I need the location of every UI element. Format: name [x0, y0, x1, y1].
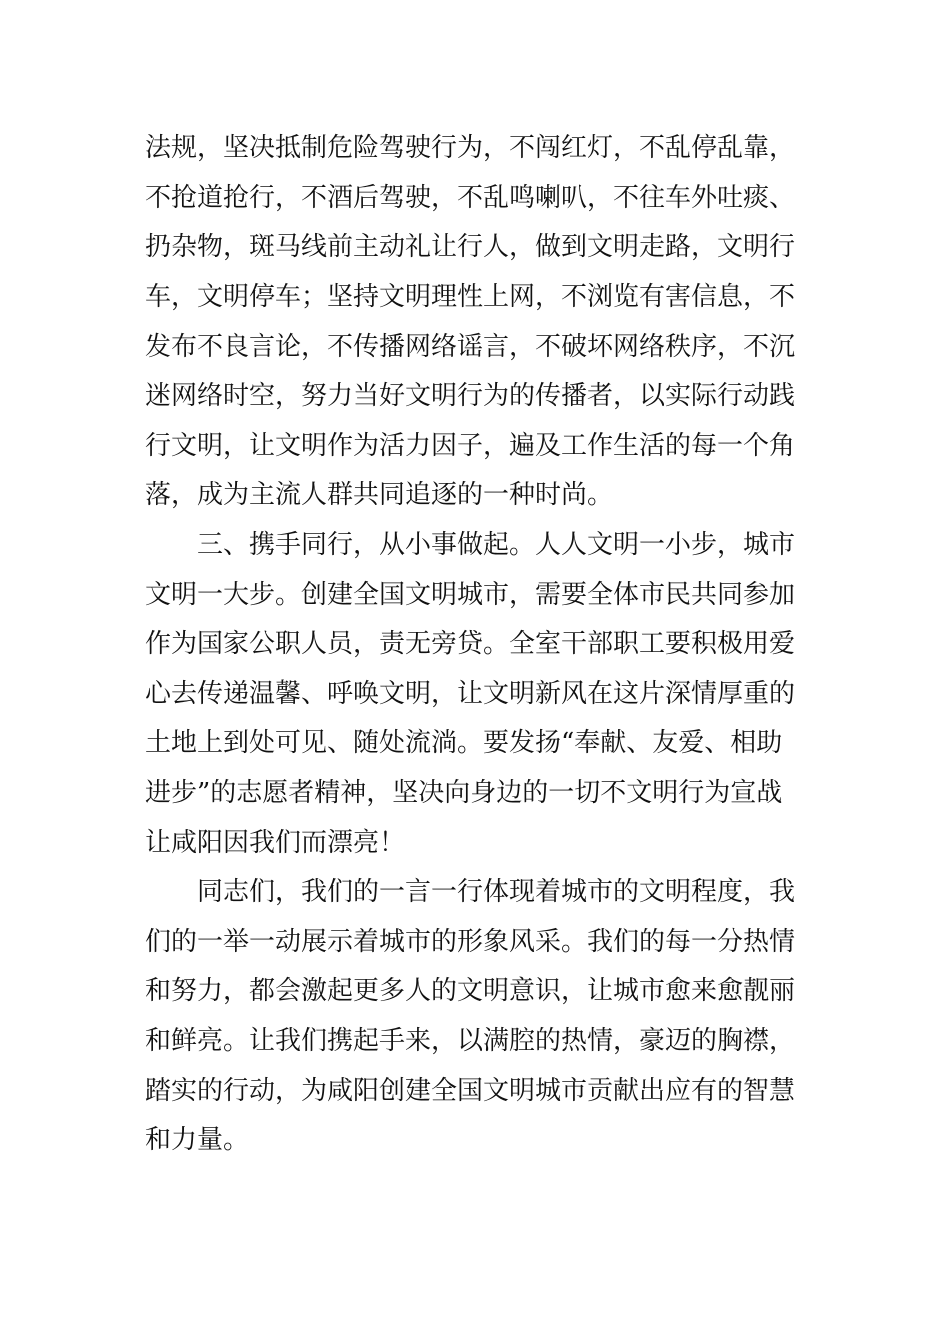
text-line: 三、携手同行，从小事做起。人人文明一小步，城市: [145, 530, 796, 560]
text-line: 作为国家公职人员，责无旁贷。全室干部职工要积极用爱: [145, 629, 796, 659]
text-line: 和努力，都会激起更多人的文明意识，让城市愈来愈靓丽: [145, 976, 796, 1006]
text-line: 土地上到处可见、随处流淌。要发扬“奉献、友爱、相助: [145, 728, 783, 758]
text-line: 车，文明停车；坚持文明理性上网，不浏览有害信息，不: [145, 282, 796, 312]
text-line: 同志们，我们的一言一行体现着城市的文明程度，我: [145, 877, 796, 907]
text-line: 扔杂物，斑马线前主动礼让行人，做到文明走路，文明行: [145, 232, 796, 262]
text-line: 法规，坚决抵制危险驾驶行为，不闯红灯，不乱停乱靠，: [145, 133, 796, 163]
text-line: 不抢道抢行，不酒后驾驶，不乱鸣喇叭，不往车外吐痰、: [145, 183, 796, 213]
text-line: 行文明，让文明作为活力因子，遍及工作生活的每一个角: [145, 431, 796, 461]
text-line: 让咸阳因我们而漂亮！: [145, 828, 406, 858]
text-line: 心去传递温馨、呼唤文明，让文明新风在这片深情厚重的: [145, 679, 796, 709]
text-line: 和鲜亮。让我们携起手来，以满腔的热情，豪迈的胸襟，: [145, 1026, 796, 1056]
text-line: 落，成为主流人群共同追逐的一种时尚。: [145, 480, 614, 510]
text-line: 和力量。: [145, 1125, 250, 1155]
text-line: 们的一举一动展示着城市的形象风采。我们的每一分热情: [145, 927, 796, 957]
text-line: 进步”的志愿者精神，坚决向身边的一切不文明行为宣战: [145, 778, 783, 808]
text-line: 文明一大步。创建全国文明城市，需要全体市民共同参加: [145, 580, 796, 610]
text-line: 迷网络时空，努力当好文明行为的传播者，以实际行动践: [145, 381, 796, 411]
text-line: 踏实的行动，为咸阳创建全国文明城市贡献出应有的智慧: [145, 1076, 796, 1106]
text-line: 发布不良言论，不传播网络谣言，不破坏网络秩序，不沉: [145, 332, 796, 362]
